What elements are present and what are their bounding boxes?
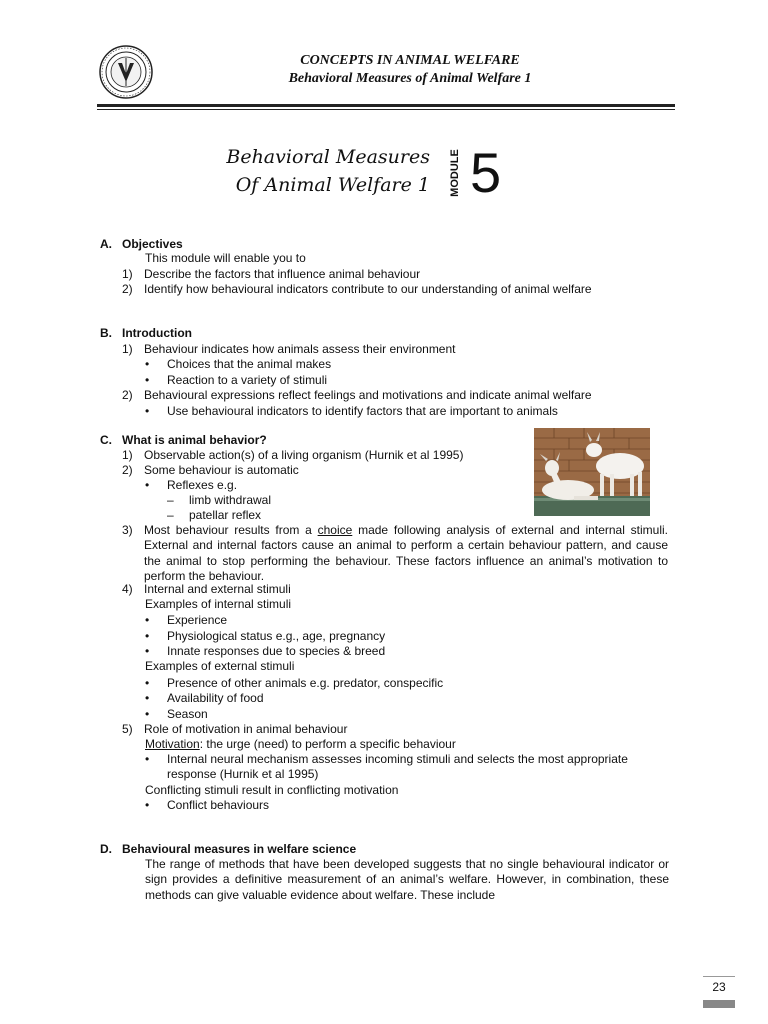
section-d-paragraph: The range of methods that have been developed suggests that no single behavioural indicator or sign provides a definitive measurement of an animal’s welfare. However, in combination, these methods can give valuable evidence about welfare. These include [145, 857, 669, 902]
behavior-item: 5) Role of motivation in animal behaviour [122, 722, 348, 736]
module-number: 5 [470, 141, 502, 204]
objective-item: 2) Identify how behavioural indicators contribute to our understanding of animal welfare [122, 282, 592, 296]
external-stimuli-label: Examples of external stimuli [145, 659, 295, 673]
bullet-item: • Physiological status e.g., age, pregnancy [145, 629, 386, 643]
bullet-item: • Availability of food [145, 691, 264, 705]
module-title-line1: Behavioral Measures [226, 146, 430, 168]
module-title-line2: Of Animal Welfare 1 [235, 174, 430, 196]
header-subtitle: Behavioral Measures of Animal Welfare 1 [288, 71, 532, 86]
bullet-item: • Internal neural mechanism assesses incoming stimuli and selects the most appropriate response (Hurnik et al 1995) [145, 752, 628, 782]
bullet-item: • Presence of other animals e.g. predator, conspecific [145, 676, 444, 690]
section-a-heading: A. Objectives [100, 237, 183, 251]
header-title: CONCEPTS IN ANIMAL WELFARE [300, 53, 520, 68]
section-d-heading: D. Behavioural measures in welfare science [100, 842, 357, 856]
behavior-item: 2) Some behaviour is automatic [122, 463, 299, 477]
bullet-item: • Experience [145, 613, 228, 627]
module-title [226, 143, 430, 199]
bullet-item: • Choices that the animal makes [145, 357, 332, 371]
bullet-item: • Innate responses due to species & breed [145, 644, 386, 658]
header-rule [97, 104, 675, 107]
section-c-heading: C. What is animal behavior? [100, 433, 267, 447]
header-rule-thin [97, 109, 675, 110]
bullet-item: • Conflict behaviours [145, 798, 270, 812]
bullet-item: • Season [145, 707, 208, 721]
bullet-item: • Reflexes e.g. [145, 478, 238, 492]
page-number: 23 [712, 980, 726, 994]
behavior-item: 4) Internal and external stimuli [122, 582, 291, 596]
intro-item: 1) Behaviour indicates how animals assess their environment [122, 342, 456, 356]
motivation-term: Motivation [145, 737, 200, 751]
bullet-item: • Use behavioural indicators to identify factors that are important to animals [145, 404, 558, 418]
goats-photo [534, 428, 650, 516]
module-label: MODULE [449, 149, 461, 197]
dash-item: – limb withdrawal [167, 493, 272, 507]
motivation-definition: Motivation: the urge (need) to perform a specific behaviour [145, 737, 456, 751]
objective-item: 1) Describe the factors that influence animal behaviour [122, 267, 421, 281]
section-a-intro: This module will enable you to [145, 251, 306, 265]
section-b-heading: B. Introduction [100, 326, 192, 340]
intro-item: 2) Behavioural expressions reflect feelings and motivations and indicate animal welfare [122, 388, 592, 402]
internal-stimuli-label: Examples of internal stimuli [145, 597, 292, 611]
conflict-text: Conflicting stimuli result in conflicting motivation [145, 783, 399, 797]
page-number-rule [703, 976, 735, 977]
page-number-bar [703, 1000, 735, 1008]
college-seal-logo [98, 44, 154, 100]
bullet-item: • Reaction to a variety of stimuli [145, 373, 328, 387]
behavior-item: 1) Observable action(s) of a living organism (Hurnik et al 1995) [122, 448, 464, 462]
behavior-item: 3) Most behaviour results from a choice made following analysis of external and internal stimuli. External and internal factors cause an animal to perform a certain behaviour pattern, and cause the animal to stop performing the behaviour. These factors influence an animal’s motivation to perform the behaviour. [122, 523, 668, 584]
dash-item: – patellar reflex [167, 508, 262, 522]
choice-term: choice [317, 523, 353, 537]
